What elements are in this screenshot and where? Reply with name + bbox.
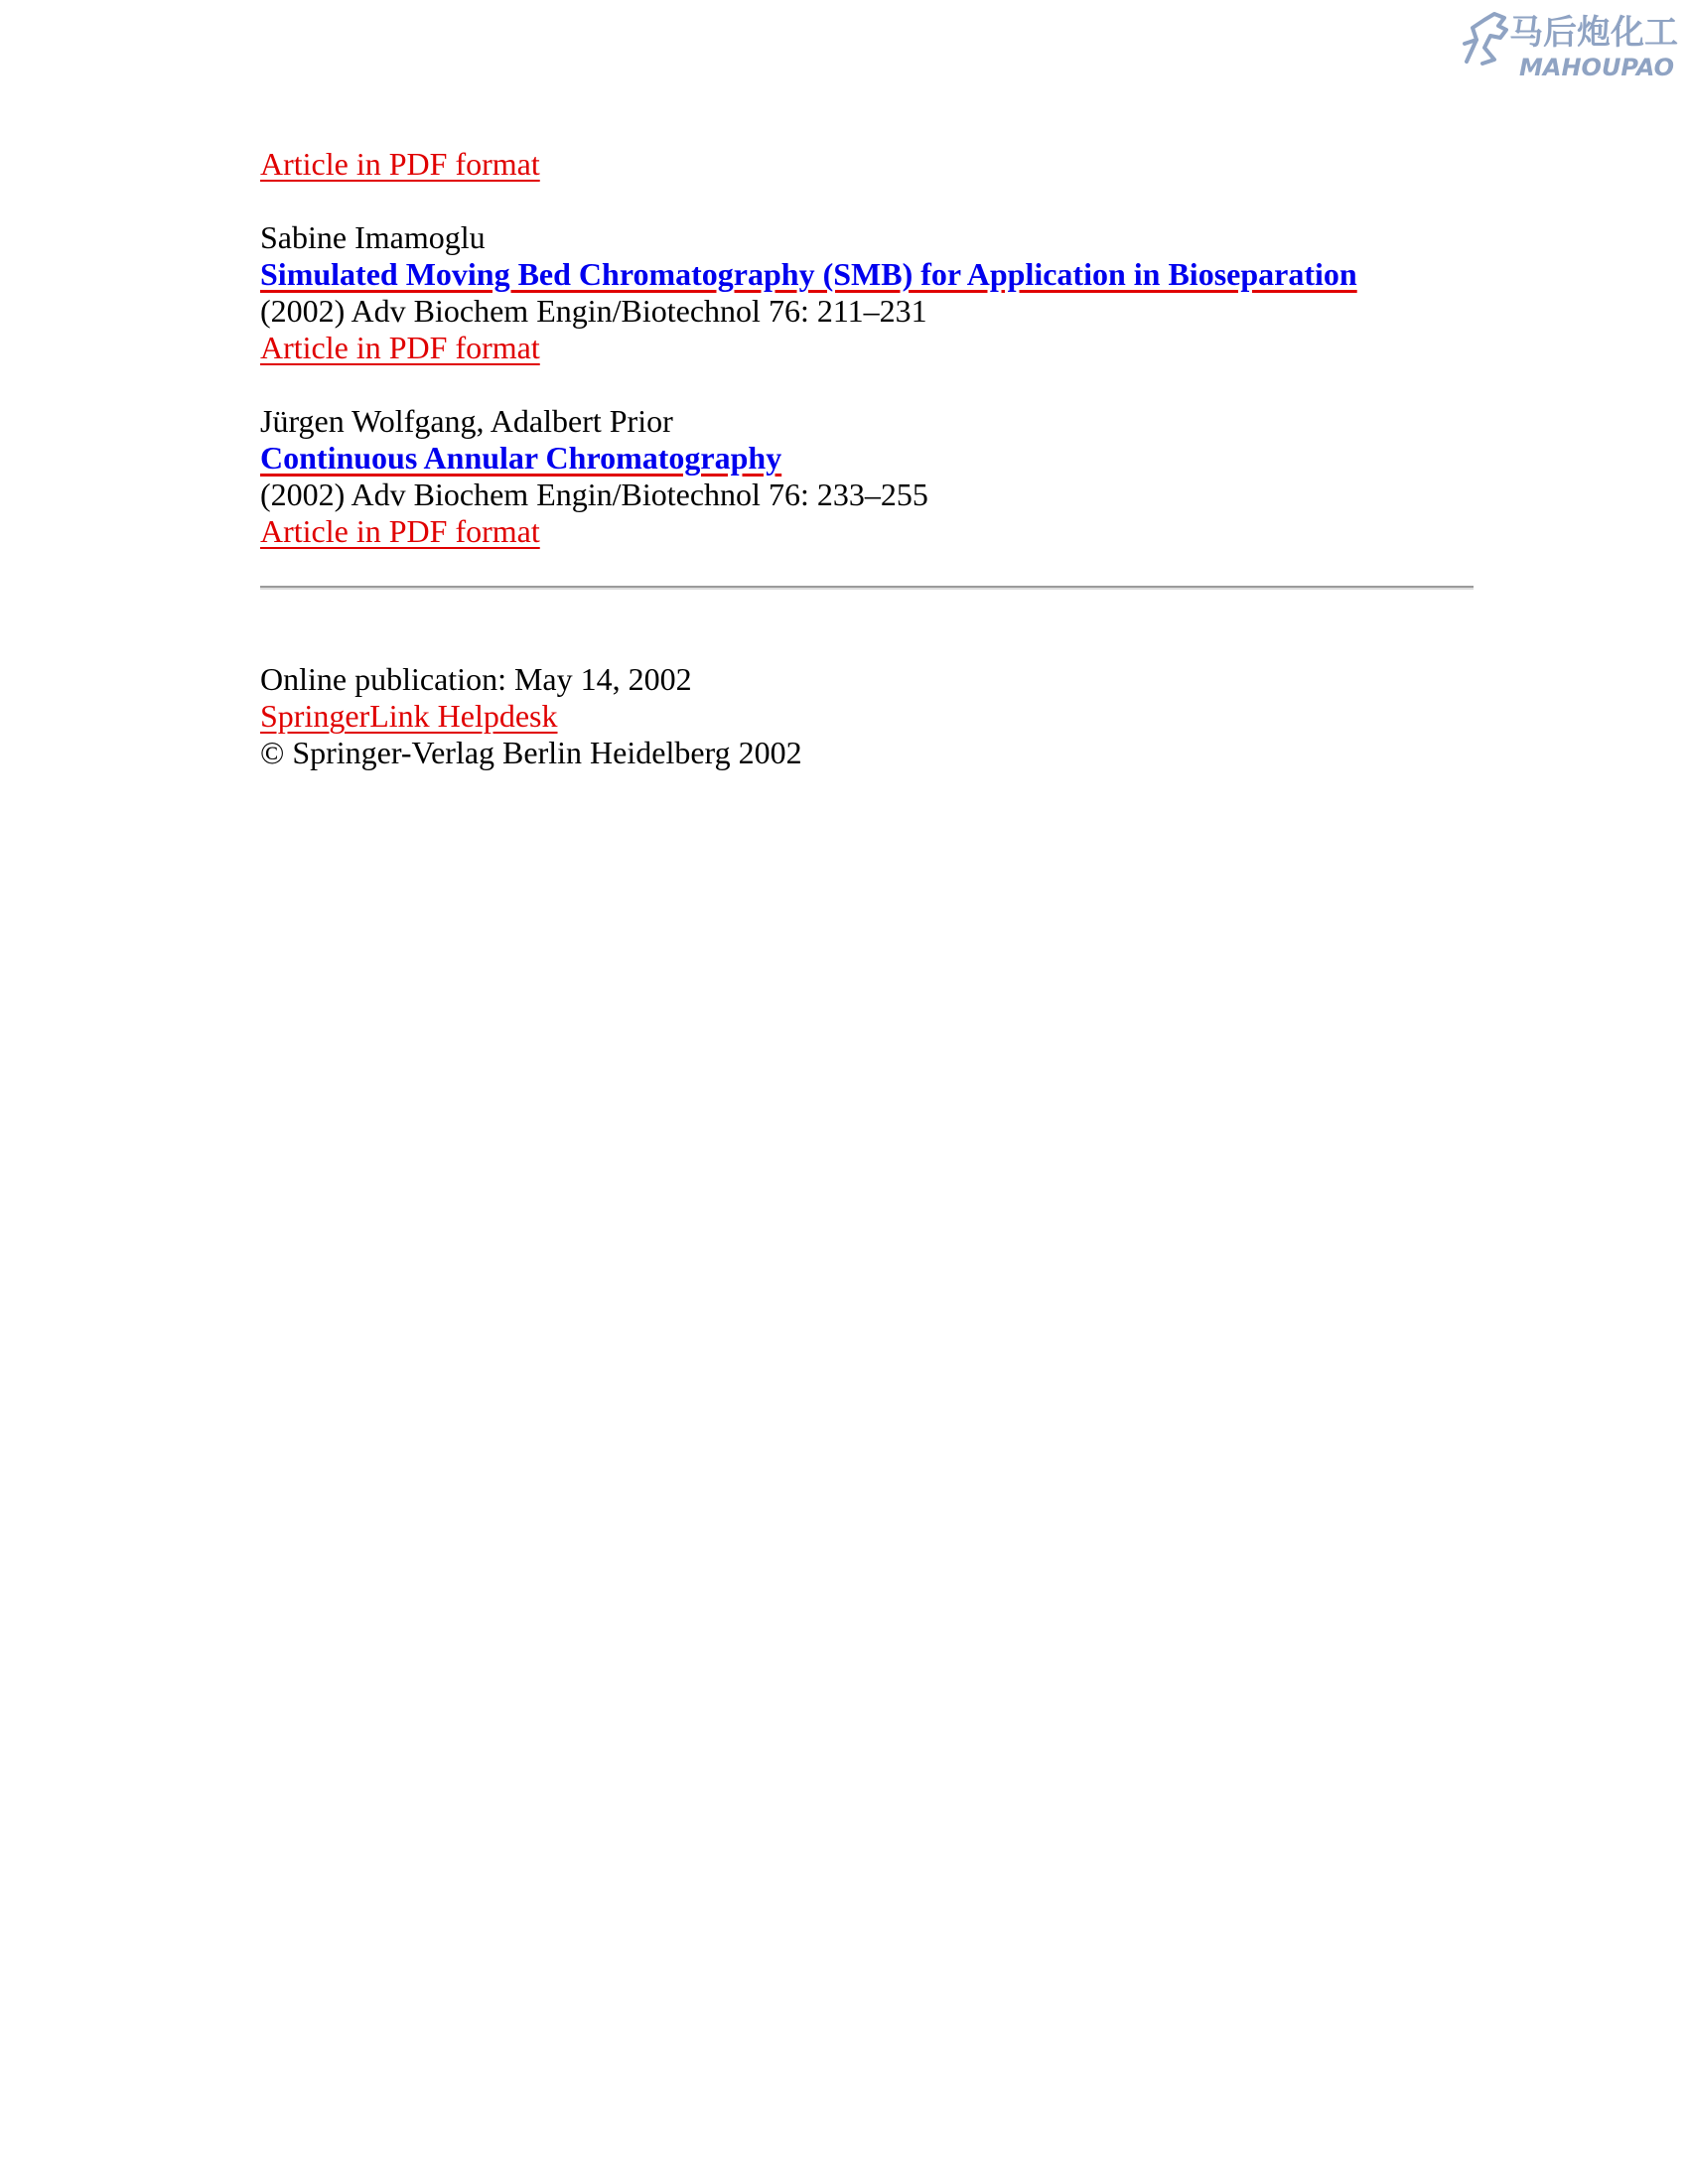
entry-authors: Jürgen Wolfgang, Adalbert Prior <box>260 403 673 439</box>
pdf-link[interactable]: Article in PDF format <box>260 513 540 549</box>
article-title-link[interactable]: Continuous Annular Chromatography <box>260 440 782 476</box>
entry-1 <box>260 219 1481 366</box>
entry-citation: (2002) Adv Biochem Engin/Biotechnol 76: 233–255 <box>260 477 928 512</box>
copyright-notice: © Springer-Verlag Berlin Heidelberg 2002 <box>260 735 802 770</box>
pdf-link[interactable]: Article in PDF format <box>260 146 540 182</box>
entry-2 <box>260 403 1481 550</box>
pdf-link[interactable]: Article in PDF format <box>260 330 540 365</box>
entry-citation: (2002) Adv Biochem Engin/Biotechnol 76: 211–231 <box>260 293 927 329</box>
online-publication-date: Online publication: May 14, 2002 <box>260 661 692 697</box>
entry-0 <box>260 146 1481 183</box>
horizontal-divider <box>260 586 1474 590</box>
watermark-en-text: MAHOUPAO <box>1519 54 1675 81</box>
article-list <box>260 146 1481 771</box>
helpdesk-link[interactable]: SpringerLink Helpdesk <box>260 698 558 734</box>
article-title-link[interactable]: Simulated Moving Bed Chromatography (SMB) for Application in Bioseparation <box>260 256 1357 292</box>
page-footer <box>260 661 1481 771</box>
horse-logo-icon <box>1455 0 1688 89</box>
watermark-cn-text: 马后炮化工 <box>1509 13 1678 53</box>
watermark-logo <box>1455 0 1688 89</box>
entry-authors: Sabine Imamoglu <box>260 219 486 255</box>
